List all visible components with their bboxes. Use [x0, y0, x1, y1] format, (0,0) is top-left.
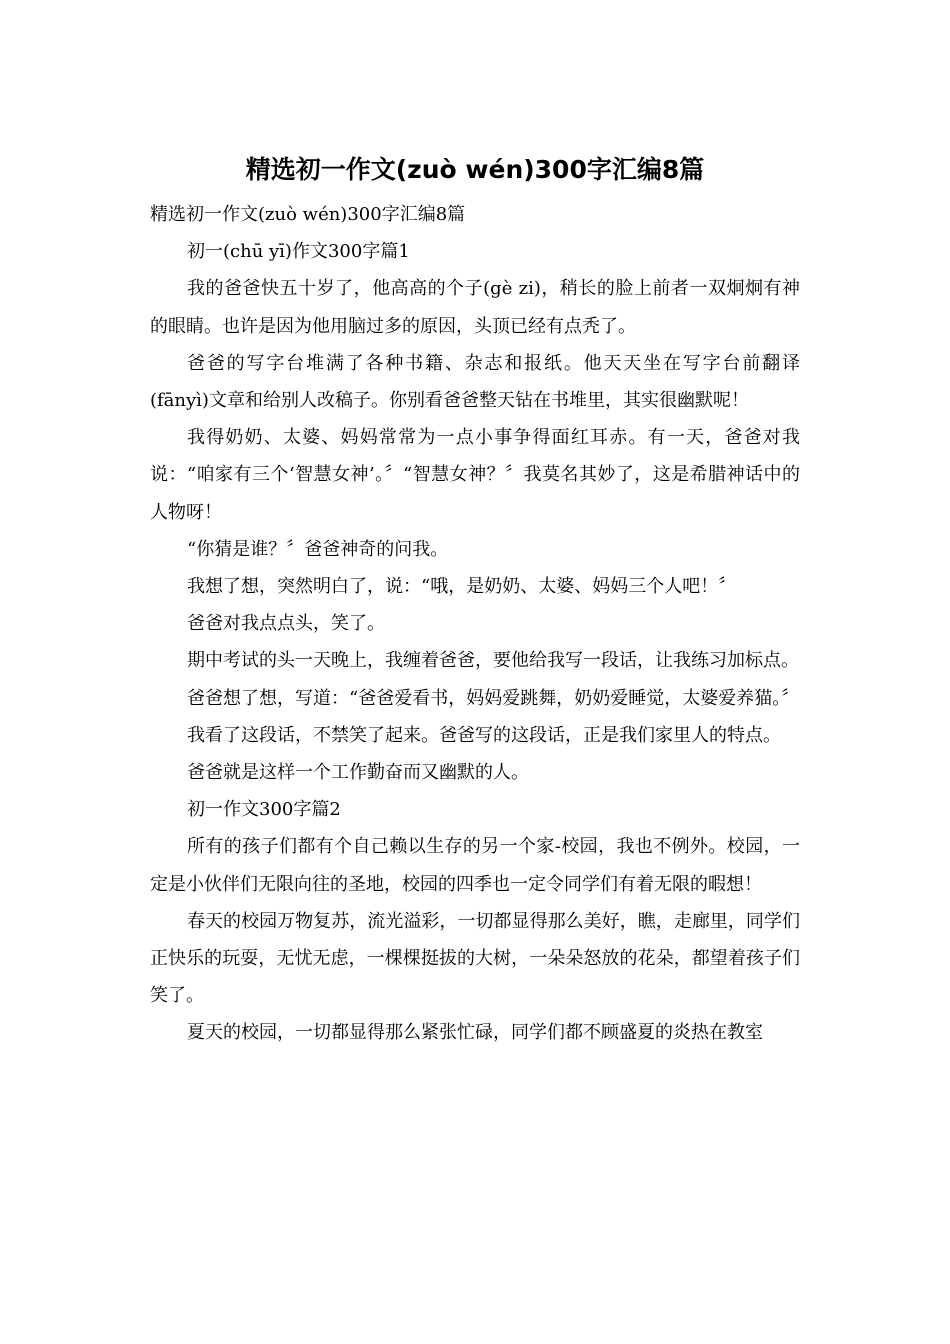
paragraph: 我的爸爸快五十岁了，他高高的个子(gè zi)，稍长的脸上前者一双炯炯有神的眼睛。也许是因为他用脑过多的原因，头顶已经有点秃了。 [150, 278, 800, 337]
paragraph: 我得奶奶、太婆、妈妈常常为一点小事争得面红耳赤。有一天，爸爸对我说：“咱家有三个‘智慧女神’。〞“智慧女神？〞我莫名其妙了，这是希腊神话中的人物呀！ [150, 427, 800, 523]
paragraph: 爸爸想了想，写道：“爸爸爱看书，妈妈爱跳舞，奶奶爱睡觉，太婆爱养猫。〞 [187, 687, 800, 709]
paragraph: 期中考试的头一天晚上，我缠着爸爸，要他给我写一段话，让我练习加标点。 [187, 650, 799, 672]
paragraph: 爸爸的写字台堆满了各种书籍、杂志和报纸。他天天坐在写字台前翻译(fānyì)文章和给别人改稿子。你别看爸爸整天钻在书堆里，其实很幽默呢！ [150, 352, 800, 412]
paragraph: 夏天的校园，一切都显得那么紧张忙碌，同学们都不顾盛夏的炎热在教室 [187, 1022, 763, 1044]
paragraph: 爸爸就是这样一个工作勤奋而又幽默的人。 [187, 762, 529, 784]
paragraph: 春天的校园万物复苏，流光溢彩，一切都显得那么美好，瞧，走廊里，同学们正快乐的玩耍，无忧无虑，一棵棵挺拔的大树，一朵朵怒放的花朵，都望着孩子们笑了。 [150, 910, 800, 1007]
paragraph: “你猜是谁？〞爸爸神奇的问我。 [187, 538, 449, 560]
paragraph: 我想了想，突然明白了，说：“哦，是奶奶、太婆、妈妈三个人吧！〞 [187, 576, 737, 598]
paragraph: 爸爸对我点点头，笑了。 [187, 613, 385, 635]
paragraph: 所有的孩子们都有个自己赖以生存的另一个家-校园，我也不例外。校园，一定是小伙伴们无限向往的圣地，校园的四季也一定令同学们有着无限的暇想！ [150, 836, 800, 895]
section-heading: 初一作文300字篇2 [187, 799, 341, 821]
section-heading: 初一(chū yī)作文300字篇1 [187, 241, 410, 263]
document-subtitle: 精选初一作文(zuò wén)300字汇编8篇 [150, 204, 466, 225]
document-title: 精选初一作文(zuò wén)300字汇编8篇 [245, 155, 705, 184]
paragraph: 我看了这段话，不禁笑了起来。爸爸写的这段话，正是我们家里人的特点。 [187, 724, 781, 746]
document-body [150, 196, 800, 1052]
